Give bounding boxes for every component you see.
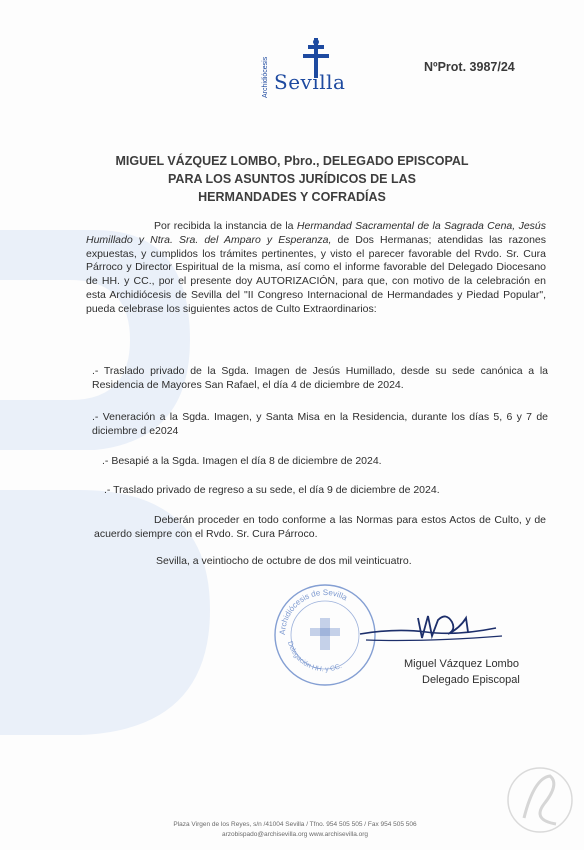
main-text-a: Por recibida la instancia de la — [154, 220, 297, 232]
main-paragraph — [86, 220, 546, 317]
signer-name: Miguel Vázquez Lombo — [404, 658, 519, 670]
corner-seal-icon — [504, 758, 576, 842]
logo-word: Sevilla — [274, 70, 346, 94]
act-item-1: .- Traslado privado de la Sgda. Imagen de Jesús Humillado, desde su sede canónica a la Residencia de Mayores San Rafael, el día 4 de diciembre de 2024. — [92, 365, 548, 391]
logo-small-text: Archidiócesis — [262, 56, 269, 98]
signer-title: Delegado Episcopal — [422, 674, 520, 686]
footer — [120, 820, 470, 840]
heading-line-2: PARA LOS ASUNTOS JURÍDICOS DE LAS — [168, 172, 416, 186]
act-item-2: .- Veneración a la Sgda. Imagen, y Santa Misa en la Residencia, durante los días 5, 6 y 7 de diciembre d e2024 — [92, 411, 548, 437]
main-text-italic: Hermandad Sacramental de la Sagrada Cena, Jesús Humillado y Ntra. Sra. del Amparo y Esperanza, — [86, 220, 546, 246]
footer-address: Plaza Virgen de los Reyes, s/n /41004 Sevilla / Tfno. 954 505 505 / Fax 954 505 506 — [173, 821, 417, 828]
stamp-text-bottom: Delegación HH. y CC. — [285, 640, 344, 674]
closing-paragraph: Deberán proceder en todo conforme a las Normas para estos Actos de Culto, y de acuerdo siempre con el Rvdo. Sr. Cura Párroco. — [94, 514, 546, 540]
signer-block — [404, 656, 520, 688]
date-line: Sevilla, a veintiocho de octubre de dos mil veinticuatro. — [156, 555, 412, 567]
act-item-3: .- Besapié a la Sgda. Imagen el día 8 de diciembre de 2024. — [102, 455, 382, 467]
heading-line-3: HERMANDADES Y COFRADÍAS — [198, 190, 386, 204]
stamp-text-top: Archidiócesis de Sevilla — [277, 587, 349, 636]
svg-text:Delegación HH. y CC. — [286, 641, 343, 674]
document-heading — [100, 152, 484, 206]
main-text-b: de Dos Hermanas; atendidas las razones expuestas, y cumplidos los trámites pertinentes, y visto el parecer favorable del Rvdo. Sr. Cura Párroco y Director Espiritual de la misma, así como el informe favorable del Delegado Diocesano de HH. y CC., por el presente doy AUTORIZACIÓN, para que, con motivo de la celebración en esta Archidiócesis de Sevilla del "II Congreso Internacional de Hermandades y Piedad Popular", pueda celebrase los siguientes actos de Culto Extraordinarios: — [86, 233, 546, 315]
heading-line-1: MIGUEL VÁZQUEZ LOMBO, Pbro., DELEGADO EPISCOPAL — [115, 154, 469, 168]
protocol-number: NºProt. 3987/24 — [424, 60, 515, 74]
handwritten-signature — [356, 598, 506, 658]
act-item-4: .- Traslado privado de regreso a su sede, el día 9 de diciembre de 2024. — [104, 484, 440, 496]
footer-contact: arzobispado@archisevilla.org www.archisevilla.org — [221, 831, 369, 838]
